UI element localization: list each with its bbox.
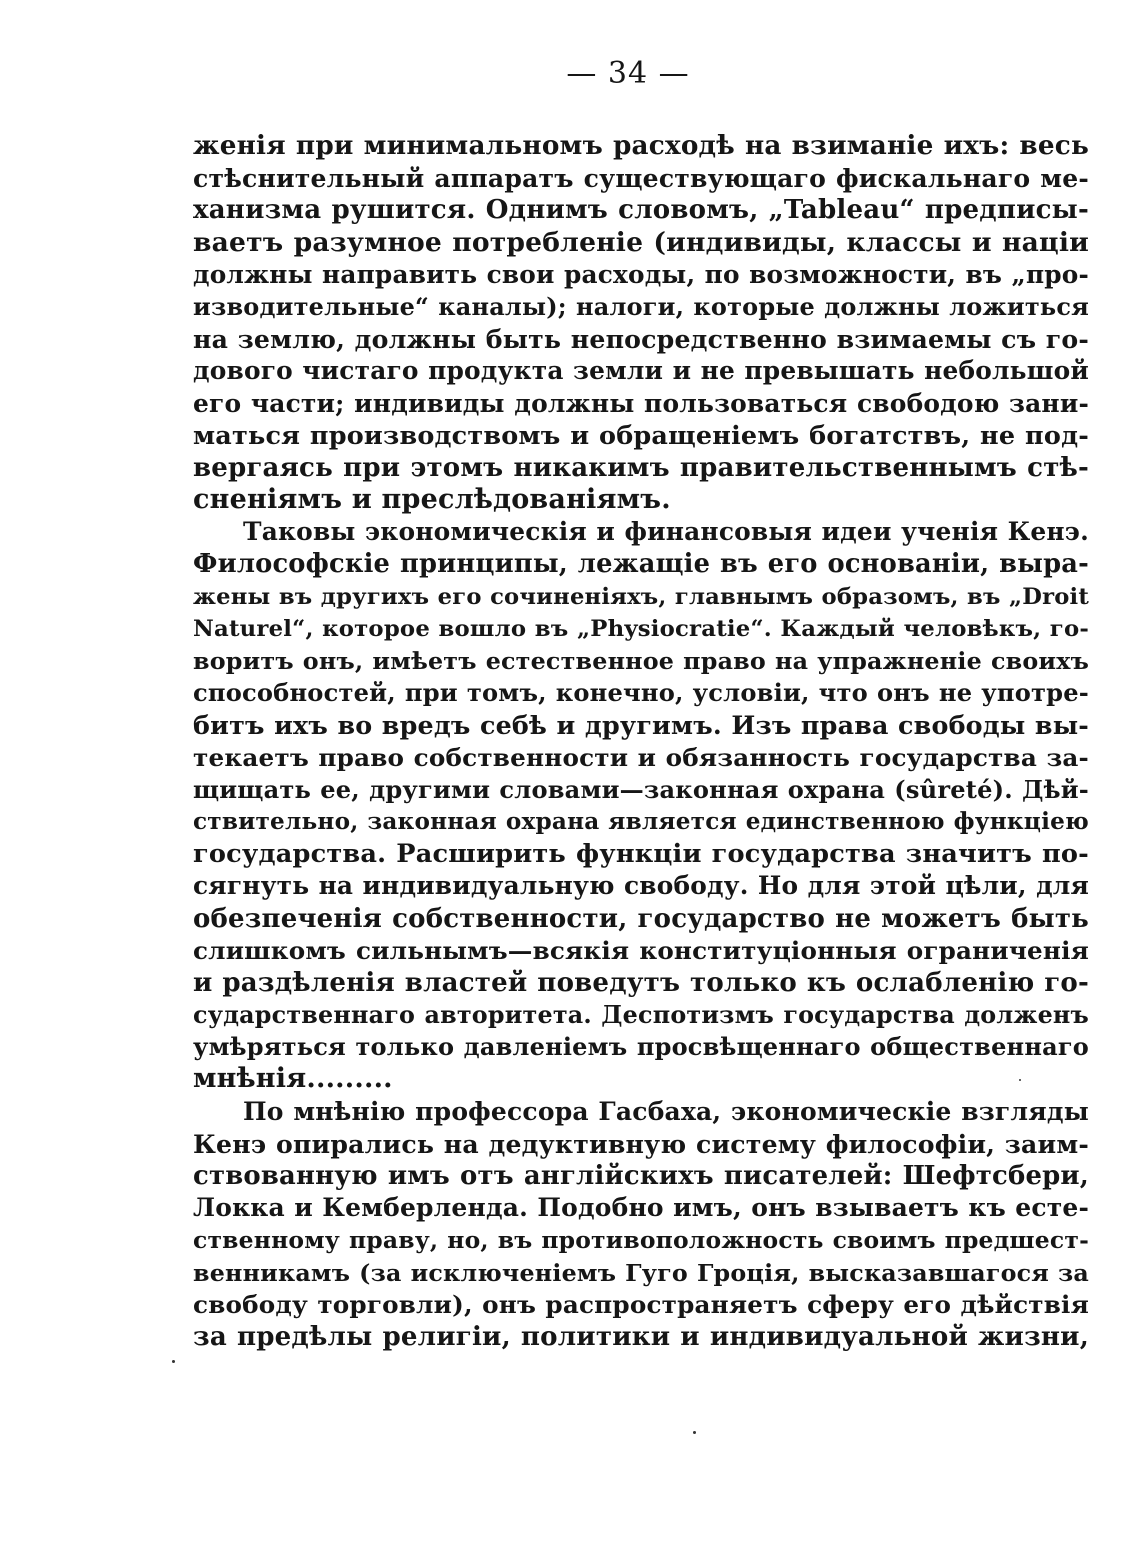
text-line: сненіямъ и преслѣдованіямъ. xyxy=(193,484,671,516)
body-text xyxy=(193,130,1089,1353)
text-line: ствительно, законная охрана является единственною функціею xyxy=(193,807,1089,835)
text-line: Naturel“, которое вошло въ „Physiocratie“. Каждый человѣкъ, го- xyxy=(193,615,1089,642)
text-line: ваетъ разумное потребленіе (индивиды, классы и націи xyxy=(193,226,1089,258)
text-line: Кенэ опирались на дедуктивную систему философіи, заим- xyxy=(193,1128,1089,1159)
text-line: умѣряться только давленіемъ просвѣщеннаго общественнаго xyxy=(193,1032,1089,1062)
text-line: за предѣлы религіи, политики и индивидуальной жизни, xyxy=(193,1321,1089,1352)
text-line: текаетъ право собственности и обязанность государства за- xyxy=(193,742,1089,772)
text-line: дового чистаго продукта земли и не превышать небольшой xyxy=(193,356,1089,386)
text-line: По мнѣнію профессора Гасбаха, экономическіе взгляды xyxy=(243,1096,1089,1126)
print-speck xyxy=(172,1360,175,1363)
print-speck xyxy=(1019,1079,1021,1081)
paragraph-2 xyxy=(193,516,1089,1095)
print-speck xyxy=(693,1431,696,1434)
text-line: сягнуть на индивидуальную свободу. Но для этой цѣли, для xyxy=(193,871,1089,901)
page-number: — 34 — xyxy=(566,56,690,91)
text-line: ственному праву, но, въ противоположность своимъ предшест- xyxy=(193,1226,1089,1255)
text-line: изводительные“ каналы); налоги, которые должны ложиться xyxy=(193,292,1089,321)
text-line: должны направить свои расходы, по возможности, въ „про- xyxy=(193,259,1089,289)
text-line: свободу торговли), онъ распространяетъ сферу его дѣйствія xyxy=(193,1289,1089,1319)
text-line: ствованную имъ отъ англійскихъ писателей: Шефтсбери, xyxy=(193,1161,1089,1191)
text-line: обезпеченія собственности, государство не можетъ быть xyxy=(193,903,1089,934)
paragraph-3 xyxy=(193,1096,1089,1354)
text-line: способностей, при томъ, конечно, условіи, что онъ не употре- xyxy=(193,678,1089,708)
text-line: женія при минимальномъ расходѣ на взиманіе ихъ: весь xyxy=(193,130,1089,161)
text-line: на землю, должны быть непосредственно взимаемы съ го- xyxy=(193,324,1089,355)
text-line: мнѣнія......... xyxy=(193,1063,393,1095)
paragraph-1 xyxy=(193,130,1089,516)
text-line: его части; индивиды должны пользоваться свободою зани- xyxy=(193,388,1089,418)
text-line: стѣснительный аппаратъ существующаго фискальнаго ме- xyxy=(193,163,1089,194)
text-line: жены въ другихъ его сочиненіяхъ, главнымъ образомъ, въ „Droit xyxy=(193,583,1089,610)
text-line: государства. Расширить функціи государства значитъ по- xyxy=(193,839,1089,870)
text-line: сударственнаго авторитета. Деспотизмъ государства долженъ xyxy=(193,1001,1089,1030)
text-line: венникамъ (за исключеніемъ Гуго Гроція, высказавшагося за xyxy=(193,1258,1089,1287)
text-line: Философскіе принципы, лежащіе въ его основаніи, выра- xyxy=(193,549,1089,580)
text-line: маться производствомъ и обращеніемъ богатствъ, не под- xyxy=(193,420,1089,451)
text-line: слишкомъ сильнымъ—всякія конституціонныя ограниченія xyxy=(193,935,1089,965)
text-line: битъ ихъ во вредъ себѣ и другимъ. Изъ права свободы вы- xyxy=(193,710,1089,741)
text-line: воритъ онъ, имѣетъ естественное право на упражненіе своихъ xyxy=(193,647,1089,675)
text-line: Локка и Кемберленда. Подобно имъ, онъ взываетъ къ есте- xyxy=(193,1193,1089,1223)
text-line: ханизма рушится. Однимъ словомъ, „Tableau“ предписы- xyxy=(193,195,1089,226)
text-line: вергаясь при этомъ никакимъ правительственнымъ стѣ- xyxy=(193,452,1089,483)
text-line: и раздѣленія властей поведутъ только къ ослабленію го- xyxy=(193,967,1089,998)
text-line: щищать ее, другими словами—законная охрана (sûreté). Дѣй- xyxy=(193,774,1089,804)
text-line: Таковы экономическія и финансовыя идеи ученія Кенэ. xyxy=(243,517,1089,547)
